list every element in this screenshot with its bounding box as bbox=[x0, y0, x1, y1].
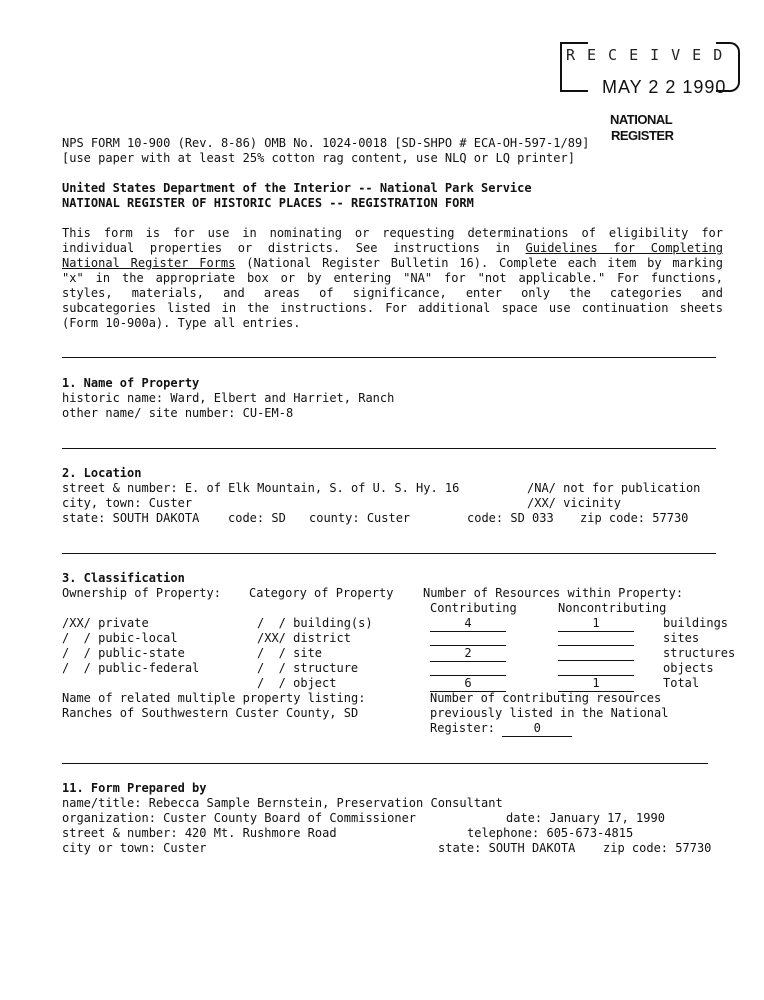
intro-line-4: "x" in the appropriate box or by entering "NA" for "not applicable." For functions, bbox=[62, 271, 723, 285]
category-header: Category of Property bbox=[249, 586, 394, 600]
preparer-street-row bbox=[62, 826, 337, 841]
category-object: / / object bbox=[257, 676, 337, 690]
intro-line-3-text: (National Register Bulletin 16). Complete each item by marking bbox=[235, 256, 723, 270]
department-line: United States Department of the Interior -- National Park Service bbox=[62, 181, 532, 195]
ownership-public-state: / / public-state bbox=[62, 646, 185, 660]
guidelines-link-part2: National Register Forms bbox=[62, 256, 236, 270]
preparer-state-row bbox=[438, 841, 575, 856]
location-state-code bbox=[228, 511, 286, 526]
category-buildings: / / building(s) bbox=[257, 616, 373, 630]
ownership-private: /XX/ private bbox=[62, 616, 149, 630]
ownership-public-local: / / pubic-local bbox=[62, 631, 178, 645]
other-name-label: other name/ site number: bbox=[62, 406, 236, 420]
form-title: NATIONAL REGISTER OF HISTORIC PLACES -- REGISTRATION FORM bbox=[62, 196, 474, 210]
location-county-code bbox=[467, 511, 554, 526]
preparer-state-label: state: bbox=[438, 841, 482, 855]
state-code-label: code: bbox=[228, 511, 265, 525]
resources-header: Number of Resources within Property: bbox=[423, 586, 684, 600]
county-code-label: code: bbox=[467, 511, 504, 525]
resource-label-objects: objects bbox=[663, 661, 714, 675]
category-site: / / site bbox=[257, 646, 323, 660]
intro-line-5: styles, materials, and areas of significance, enter only the categories and bbox=[62, 286, 723, 300]
contributing-header: Contributing bbox=[430, 601, 517, 615]
location-street-value: E. of Elk Mountain, S. of U. S. Hy. 16 bbox=[184, 481, 460, 495]
related-listing-value: Ranches of Southwestern Custer County, SD bbox=[62, 706, 359, 720]
noncontributing-buildings: 1 bbox=[558, 616, 634, 632]
guidelines-link-part1: Guidelines for Completing bbox=[525, 241, 723, 255]
date-value: January 17, 1990 bbox=[549, 811, 665, 825]
preparer-zip-label: zip code: bbox=[603, 841, 669, 855]
noncontributing-sites bbox=[558, 631, 634, 646]
stamp-national: NATIONAL bbox=[610, 112, 673, 127]
noncontributing-objects bbox=[558, 661, 634, 676]
divider-1 bbox=[62, 357, 716, 358]
not-for-publication: /NA/ not for publication bbox=[527, 481, 701, 495]
preparer-city-row bbox=[62, 841, 207, 856]
section-3-heading: 3. Classification bbox=[62, 571, 185, 585]
stamp-date: MAY 2 2 1990 bbox=[602, 77, 727, 97]
divider-4 bbox=[62, 763, 708, 764]
section-1-heading: 1. Name of Property bbox=[62, 376, 200, 390]
preparer-street-label: street & number: bbox=[62, 826, 178, 840]
noncontributing-structures bbox=[558, 646, 634, 661]
preparer-name-value: Rebecca Sample Bernstein, Preservation Consultant bbox=[148, 796, 503, 810]
previously-listed-line-1: Number of contributing resources bbox=[430, 691, 662, 705]
location-city-row bbox=[62, 496, 192, 511]
zip-label: zip code: bbox=[580, 511, 646, 525]
date-label: date: bbox=[506, 811, 543, 825]
organization-label: organization: bbox=[62, 811, 156, 825]
zip-value: 57730 bbox=[652, 511, 689, 525]
location-street-label: street & number: bbox=[62, 481, 178, 495]
location-city-label: city, town: bbox=[62, 496, 142, 510]
ownership-header: Ownership of Property: bbox=[62, 586, 221, 600]
historic-name-label: historic name: bbox=[62, 391, 164, 405]
stamp-received-text: RECEIVED bbox=[566, 46, 735, 64]
organization-value: Custer County Board of Commissioner bbox=[163, 811, 417, 825]
form-number-line: NPS FORM 10-900 (Rev. 8-86) OMB No. 1024-0018 [SD-SHPO # ECA-OH-597-1/89] bbox=[62, 136, 590, 150]
preparer-name-row bbox=[62, 796, 503, 811]
section-11-heading: 11. Form Prepared by bbox=[62, 781, 207, 795]
related-listing-label: Name of related multiple property listing: bbox=[62, 691, 366, 705]
intro-line-3 bbox=[62, 256, 723, 271]
resource-label-total: Total bbox=[663, 676, 700, 690]
other-name-value: CU-EM-8 bbox=[242, 406, 294, 420]
telephone-row bbox=[467, 826, 633, 841]
historic-name-value: Ward, Elbert and Harriet, Ranch bbox=[170, 391, 395, 405]
intro-line-6: subcategories listed in the instructions. For additional space use continuation sheets bbox=[62, 301, 723, 315]
organization-row bbox=[62, 811, 416, 826]
paper-instruction-line: [use paper with at least 25% cotton rag content, use NLQ or LQ printer] bbox=[62, 151, 575, 165]
other-name-row bbox=[62, 406, 293, 421]
intro-line-7: (Form 10-900a). Type all entries. bbox=[62, 316, 301, 330]
preparer-city-label: city or town: bbox=[62, 841, 156, 855]
location-city-value: Custer bbox=[148, 496, 193, 510]
intro-line-2-text: individual properties or districts. See instructions in bbox=[62, 241, 526, 255]
resource-label-structures: structures bbox=[663, 646, 736, 660]
contributing-objects bbox=[430, 661, 506, 676]
contributing-total: 6 bbox=[430, 676, 506, 692]
noncontributing-header: Noncontributing bbox=[558, 601, 667, 615]
contributing-structures: 2 bbox=[430, 646, 506, 662]
stamp-register: REGISTER bbox=[611, 128, 674, 143]
intro-line-2 bbox=[62, 241, 723, 256]
category-district: /XX/ district bbox=[257, 631, 351, 645]
preparer-zip-row bbox=[603, 841, 711, 856]
vicinity: /XX/ vicinity bbox=[527, 496, 621, 510]
previously-listed-label: Register: bbox=[430, 721, 496, 735]
telephone-label: telephone: bbox=[467, 826, 540, 840]
historic-name-row bbox=[62, 391, 394, 406]
resource-label-buildings: buildings bbox=[663, 616, 729, 630]
divider-3 bbox=[62, 553, 716, 554]
category-structure: / / structure bbox=[257, 661, 359, 675]
county-label: county: bbox=[309, 511, 360, 525]
preparer-zip-value: 57730 bbox=[675, 841, 712, 855]
contributing-buildings: 4 bbox=[430, 616, 506, 632]
previously-listed-value: 0 bbox=[502, 721, 572, 737]
noncontributing-total: 1 bbox=[558, 676, 634, 692]
location-state-value: SOUTH DAKOTA bbox=[112, 511, 200, 525]
preparer-name-label: name/title: bbox=[62, 796, 142, 810]
previously-listed-line-2: previously listed in the National bbox=[430, 706, 669, 720]
resource-label-sites: sites bbox=[663, 631, 700, 645]
telephone-value: 605-673-4815 bbox=[546, 826, 634, 840]
location-state-row bbox=[62, 511, 199, 526]
contributing-sites bbox=[430, 631, 506, 646]
preparer-city-value: Custer bbox=[163, 841, 207, 855]
county-value: Custer bbox=[366, 511, 411, 525]
preparer-street-value: 420 Mt. Rushmore Road bbox=[184, 826, 337, 840]
state-code-value: SD bbox=[271, 511, 286, 525]
intro-line-1: This form is for use in nominating or requesting determinations of eligibility for bbox=[62, 226, 723, 240]
county-code-value: SD 033 bbox=[510, 511, 554, 525]
previously-listed-line-3 bbox=[430, 721, 572, 737]
location-street-row bbox=[62, 481, 459, 496]
location-county bbox=[309, 511, 410, 526]
section-2-heading: 2. Location bbox=[62, 466, 142, 480]
location-state-label: state: bbox=[62, 511, 106, 525]
ownership-public-federal: / / public-federal bbox=[62, 661, 200, 675]
location-zip bbox=[580, 511, 688, 526]
preparer-state-value: SOUTH DAKOTA bbox=[488, 841, 576, 855]
divider-2 bbox=[62, 448, 716, 449]
date-row bbox=[506, 811, 665, 826]
